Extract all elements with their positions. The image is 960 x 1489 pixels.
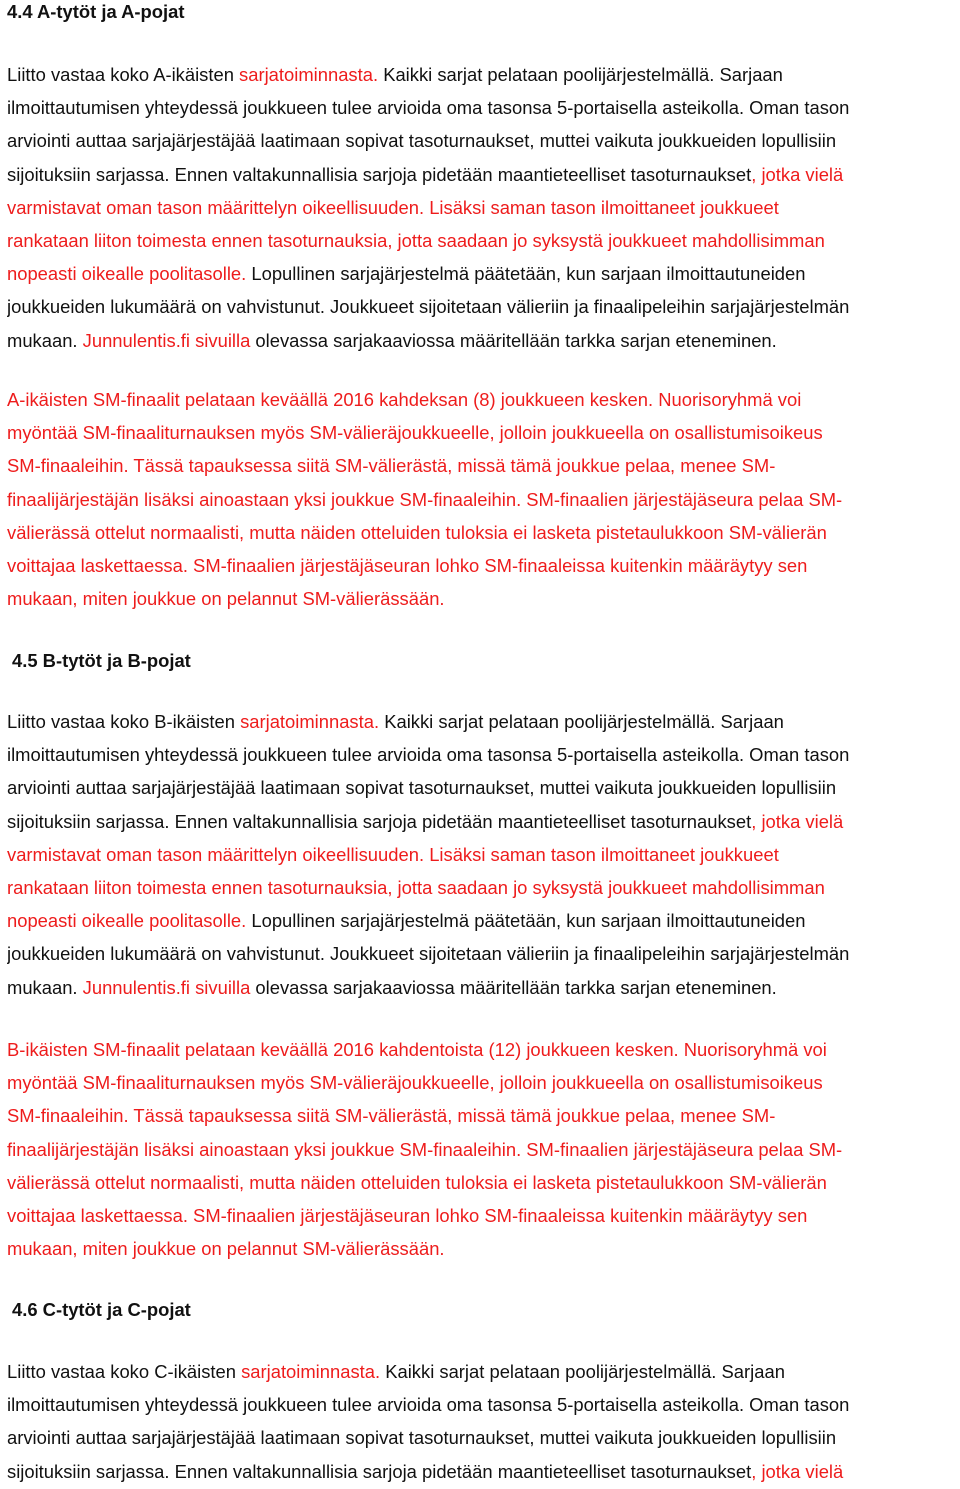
body-text: arviointi auttaa sarjajärjestäjää laatimaan sopivat tasoturnaukset, muttei vaikuta joukkueiden lopullisiin bbox=[7, 1427, 837, 1449]
body-text: mukaan. bbox=[7, 329, 83, 351]
body-text: ilmoittautumisen yhteydessä joukkueen tulee arvioida oma tasonsa 5-portaisella asteikolla. Oman tason bbox=[7, 1394, 850, 1416]
paragraph-a-finals bbox=[7, 383, 957, 615]
text-line bbox=[7, 805, 957, 838]
text-line bbox=[7, 516, 957, 549]
text-line bbox=[7, 937, 957, 970]
text-line bbox=[7, 771, 957, 804]
body-text: mukaan. bbox=[7, 976, 83, 998]
highlighted-text: sarjatoiminnasta. bbox=[241, 1361, 381, 1382]
text-line bbox=[7, 838, 957, 871]
body-text: joukkueiden lukumäärä on vahvistunut. Joukkueet sijoitetaan välieriin ja finaalipeleihin sarjajärjestelmän bbox=[7, 943, 850, 965]
heading-4-6: 4.6 C-tytöt ja C-pojat bbox=[12, 1299, 191, 1320]
heading-4-4: 4.4 A-tytöt ja A-pojat bbox=[7, 1, 185, 22]
body-text: ilmoittautumisen yhteydessä joukkueen tulee arvioida oma tasonsa 5-portaisella asteikolla. Oman tason bbox=[7, 744, 850, 766]
highlighted-text: välierässä ottelut normaalisti, mutta näiden otteluiden tuloksia ei lasketa pistetaulukkoon SM-välierän bbox=[7, 521, 827, 543]
highlighted-text: , jotka vielä bbox=[751, 810, 844, 832]
highlighted-text: , jotka vielä bbox=[751, 163, 844, 185]
text-line bbox=[7, 449, 957, 482]
text-line bbox=[7, 1166, 957, 1199]
body-text: olevassa sarjakaaviossa määritellään tarkka sarjan eteneminen. bbox=[250, 976, 777, 998]
highlighted-text: myöntää SM-finaaliturnauksen myös SM-välieräjoukkueelle, jolloin joukkueella on osallistumisoikeus bbox=[7, 1072, 823, 1094]
highlighted-text: , jotka vielä bbox=[751, 1460, 844, 1482]
highlighted-text: varmistavat oman tason määrittelyn oikeellisuuden. bbox=[7, 843, 425, 865]
body-text: sijoituksiin sarjassa. Ennen valtakunnallisia sarjoja pidetään maantieteelliset tasoturnaukset bbox=[7, 810, 752, 832]
body-text: arviointi auttaa sarjajärjestäjää laatimaan sopivat tasoturnaukset, muttei vaikuta joukkueiden lopullisiin bbox=[7, 777, 837, 799]
body-text: arviointi auttaa sarjajärjestäjää laatimaan sopivat tasoturnaukset, muttei vaikuta joukkueiden lopullisiin bbox=[7, 130, 837, 152]
text-line bbox=[7, 324, 957, 357]
text-line bbox=[7, 290, 957, 323]
highlighted-text: nopeasti oikealle poolitasolle. bbox=[7, 263, 247, 285]
highlighted-text: Lisäksi saman tason ilmoittaneet joukkueet bbox=[429, 196, 779, 218]
body-text: Liitto vastaa koko B-ikäisten bbox=[7, 711, 241, 732]
text-line bbox=[7, 705, 957, 738]
text-line bbox=[7, 224, 957, 257]
body-text: olevassa sarjakaaviossa määritellään tarkka sarjan eteneminen. bbox=[250, 329, 777, 351]
highlighted-text: A-ikäisten SM-finaalit pelataan keväällä 2016 kahdeksan (8) joukkueen kesken. Nuorisoryhmä voi bbox=[7, 389, 802, 410]
text-line bbox=[7, 58, 957, 91]
body-text: sijoituksiin sarjassa. Ennen valtakunnallisia sarjoja pidetään maantieteelliset tasoturnaukset bbox=[7, 1460, 752, 1482]
text-line bbox=[7, 483, 957, 516]
text-line bbox=[7, 871, 957, 904]
highlighted-text: finaalijärjestäjän lisäksi ainoastaan yksi joukkue SM-finaaleihin. SM-finaalien järjestäjäseura pelaa SM- bbox=[7, 488, 843, 510]
highlighted-text: sarjatoiminnasta. bbox=[239, 64, 379, 85]
text-line bbox=[7, 1199, 957, 1232]
body-text: sijoituksiin sarjassa. Ennen valtakunnallisia sarjoja pidetään maantieteelliset tasoturnaukset bbox=[7, 163, 752, 185]
body-text: Liitto vastaa koko A-ikäisten bbox=[7, 64, 240, 85]
paragraph-b-finals bbox=[7, 1033, 957, 1265]
highlighted-text: Junnulentis.fi sivuilla bbox=[82, 329, 251, 351]
body-text: Kaikki sarjat pelataan poolijärjestelmällä. Sarjaan bbox=[378, 64, 783, 85]
text-line bbox=[7, 191, 957, 224]
highlighted-text: varmistavat oman tason määrittelyn oikeellisuuden. bbox=[7, 196, 425, 218]
paragraph-a-intro bbox=[7, 58, 957, 357]
text-line bbox=[7, 1388, 957, 1421]
body-text: Liitto vastaa koko C-ikäisten bbox=[7, 1361, 242, 1382]
body-text: Lopullinen sarjajärjestelmä päätetään, kun sarjaan ilmoittautuneiden bbox=[246, 910, 806, 932]
highlighted-text: SM-finaaleihin. Tässä tapauksessa siitä SM-välierästä, missä tämä joukkue pelaa, menee SM- bbox=[7, 455, 776, 477]
text-line bbox=[7, 383, 957, 416]
text-line bbox=[7, 738, 957, 771]
text-line bbox=[7, 1232, 957, 1265]
text-line bbox=[7, 124, 957, 157]
paragraph-c-intro bbox=[7, 1355, 957, 1488]
highlighted-text: välierässä ottelut normaalisti, mutta näiden otteluiden tuloksia ei lasketa pistetaulukkoon SM-välierän bbox=[7, 1171, 827, 1193]
text-line bbox=[7, 416, 957, 449]
text-line bbox=[7, 91, 957, 124]
text-line bbox=[7, 1099, 957, 1132]
highlighted-text: B-ikäisten SM-finaalit pelataan keväällä 2016 kahdentoista (12) joukkueen kesken. Nuorisoryhmä voi bbox=[7, 1039, 827, 1060]
highlighted-text: mukaan, miten joukkue on pelannut SM-välierässään. bbox=[7, 588, 445, 610]
text-line bbox=[7, 549, 957, 582]
text-line bbox=[7, 971, 957, 1004]
highlighted-text: mukaan, miten joukkue on pelannut SM-välierässään. bbox=[7, 1238, 445, 1260]
heading-4-5: 4.5 B-tytöt ja B-pojat bbox=[12, 650, 191, 671]
body-text: joukkueiden lukumäärä on vahvistunut. Joukkueet sijoitetaan välieriin ja finaalipeleihin sarjajärjestelmän bbox=[7, 296, 850, 318]
highlighted-text: rankataan liiton toimesta ennen tasoturnauksia, jotta saadaan jo syksystä joukkueet mahdollisimman bbox=[7, 876, 825, 898]
paragraph-b-intro bbox=[7, 705, 957, 1004]
highlighted-text: finaalijärjestäjän lisäksi ainoastaan yksi joukkue SM-finaaleihin. SM-finaalien järjestäjäseura pelaa SM- bbox=[7, 1138, 843, 1160]
highlighted-text: myöntää SM-finaaliturnauksen myös SM-välieräjoukkueelle, jolloin joukkueella on osallistumisoikeus bbox=[7, 422, 823, 444]
text-line bbox=[7, 257, 957, 290]
text-line bbox=[7, 1355, 957, 1388]
text-line bbox=[7, 904, 957, 937]
highlighted-text: rankataan liiton toimesta ennen tasoturnauksia, jotta saadaan jo syksystä joukkueet mahdollisimman bbox=[7, 229, 825, 251]
body-text: ilmoittautumisen yhteydessä joukkueen tulee arvioida oma tasonsa 5-portaisella asteikolla. Oman tason bbox=[7, 97, 850, 119]
text-line bbox=[7, 1033, 957, 1066]
text-line bbox=[7, 1421, 957, 1454]
highlighted-text: Junnulentis.fi sivuilla bbox=[82, 976, 251, 998]
highlighted-text: SM-finaaleihin. Tässä tapauksessa siitä SM-välierästä, missä tämä joukkue pelaa, menee SM- bbox=[7, 1105, 776, 1127]
body-text: Kaikki sarjat pelataan poolijärjestelmällä. Sarjaan bbox=[380, 1361, 785, 1382]
highlighted-text: Lisäksi saman tason ilmoittaneet joukkueet bbox=[429, 843, 779, 865]
highlighted-text: nopeasti oikealle poolitasolle. bbox=[7, 910, 247, 932]
text-line bbox=[7, 1066, 957, 1099]
text-line bbox=[7, 158, 957, 191]
text-line bbox=[7, 582, 957, 615]
highlighted-text: sarjatoiminnasta. bbox=[240, 711, 380, 732]
body-text: Kaikki sarjat pelataan poolijärjestelmällä. Sarjaan bbox=[379, 711, 784, 732]
highlighted-text: voittajaa laskettaessa. SM-finaalien järjestäjäseuran lohko SM-finaaleissa kuitenkin määräytyy sen bbox=[7, 1204, 808, 1226]
text-line bbox=[7, 1455, 957, 1488]
highlighted-text: voittajaa laskettaessa. SM-finaalien järjestäjäseuran lohko SM-finaaleissa kuitenkin määräytyy sen bbox=[7, 554, 808, 576]
text-line bbox=[7, 1133, 957, 1166]
body-text: Lopullinen sarjajärjestelmä päätetään, kun sarjaan ilmoittautuneiden bbox=[246, 263, 806, 285]
